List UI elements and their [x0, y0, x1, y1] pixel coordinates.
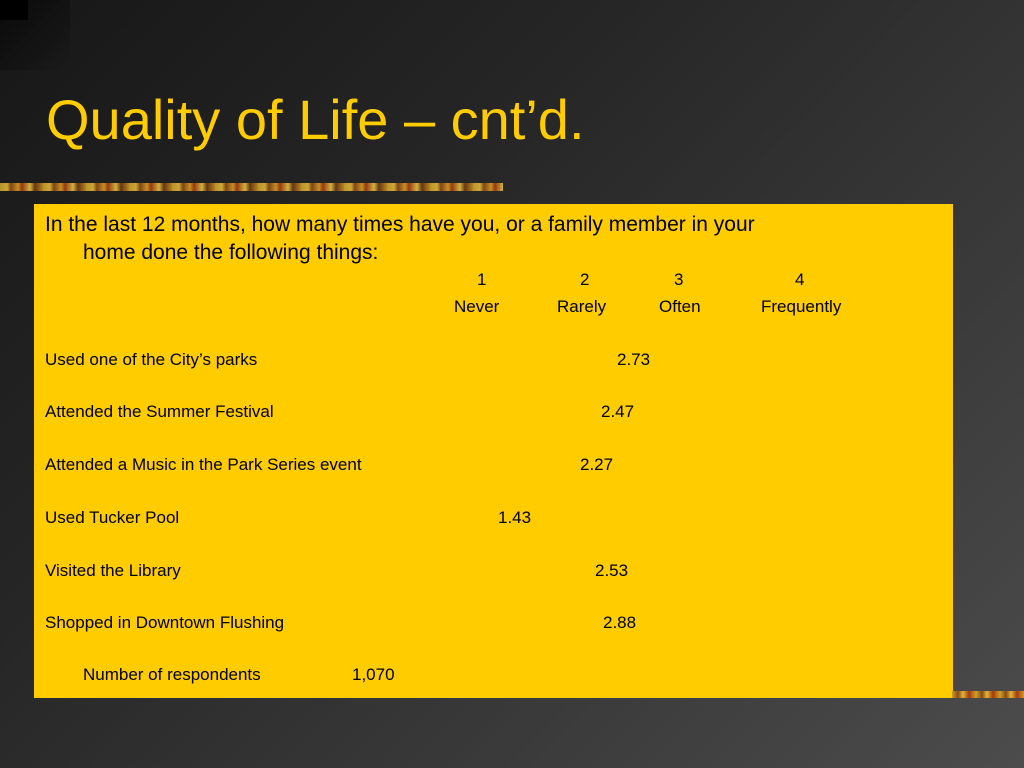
item-value: 2.73 — [617, 350, 651, 369]
item-label: Attended a Music in the Park Series event — [45, 455, 362, 474]
item-label: Shopped in Downtown Flushing — [45, 613, 285, 632]
decorative-border-bottom — [952, 691, 1024, 698]
scale-label-often: Often — [659, 297, 701, 316]
decorative-border-top — [0, 183, 503, 191]
scale-number-3: 3 — [674, 270, 684, 289]
item-label: Used one of the City’s parks — [45, 350, 258, 369]
question-line-2: home done the following things: — [83, 241, 379, 264]
question-line-1: In the last 12 months, how many times have you, or a family member in your — [45, 213, 755, 236]
scale-number-1: 1 — [477, 270, 487, 289]
scale-number-2: 2 — [580, 270, 590, 289]
scale-label-rarely: Rarely — [557, 297, 607, 316]
respondents-label: Number of respondents — [83, 665, 261, 684]
respondents-value: 1,070 — [352, 665, 395, 684]
scale-label-frequently: Frequently — [761, 297, 842, 316]
item-value: 2.47 — [601, 402, 635, 421]
slide-title: Quality of Life – cnt’d. — [46, 88, 585, 151]
item-value: 1.43 — [498, 508, 532, 527]
item-label: Attended the Summer Festival — [45, 402, 274, 421]
item-value: 2.27 — [580, 455, 614, 474]
item-value: 2.88 — [603, 613, 637, 632]
item-label: Visited the Library — [45, 561, 181, 580]
scale-number-4: 4 — [795, 270, 805, 289]
corner-block — [0, 0, 28, 20]
scale-label-never: Never — [454, 297, 500, 316]
item-value: 2.53 — [595, 561, 629, 580]
item-label: Used Tucker Pool — [45, 508, 180, 527]
